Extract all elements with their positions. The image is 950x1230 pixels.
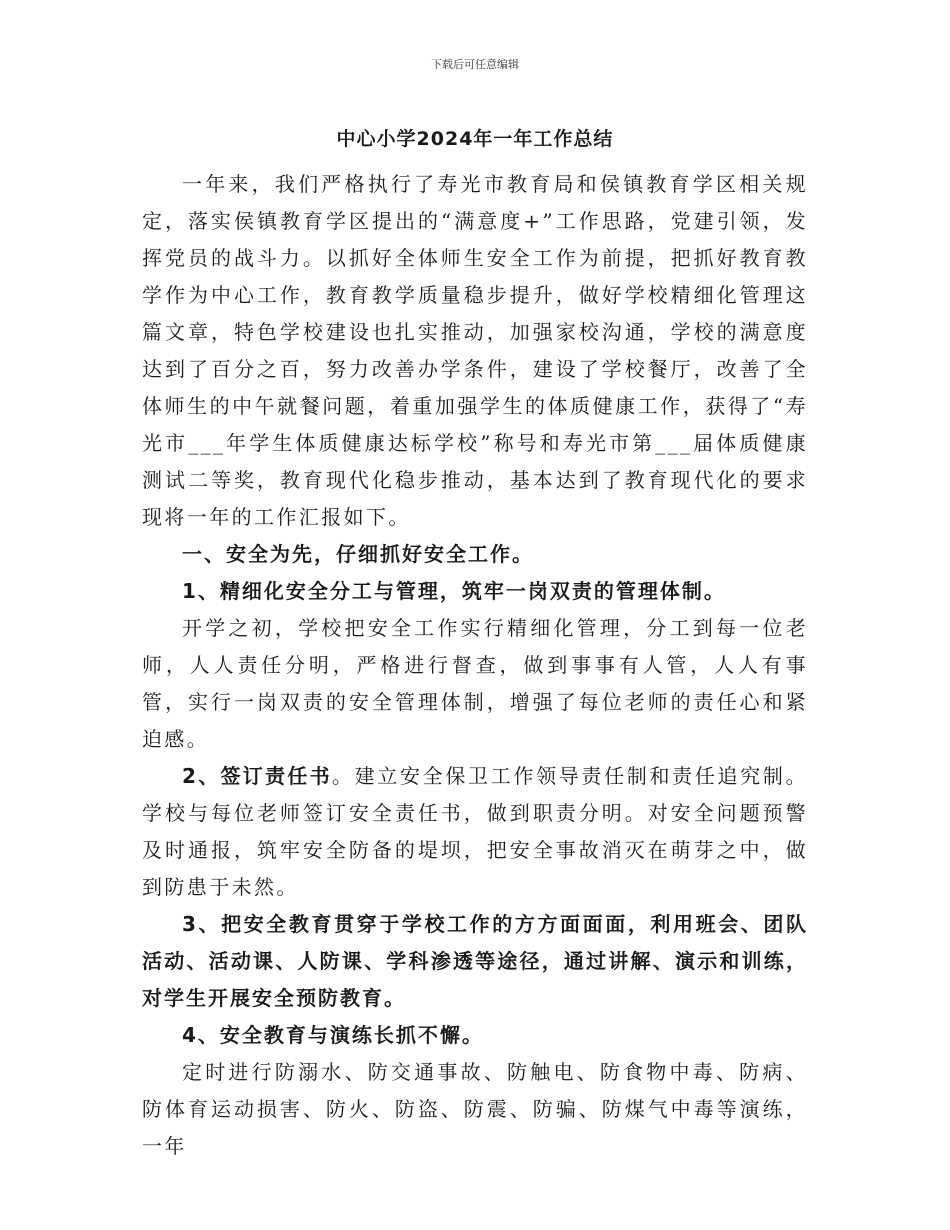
item-1-heading: 1、精细化安全分工与管理，筑牢一岗双责的管理体制。 — [182, 579, 726, 603]
section-heading-1: 一、安全为先，仔细抓好安全工作。 — [182, 542, 534, 566]
header-note: 下载后可任意编辑 — [431, 58, 519, 71]
item-3-paragraph: 3、把安全教育贯穿于学校工作的方方面面面，利用班会、团队活动、活动课、人防课、学科渗透等途径，通过讲解、演示和训练，对学生开展安全预防教育。 — [142, 912, 808, 1010]
item-2-paragraph — [142, 758, 808, 906]
document-title: 中心小学2024年一年工作总结 — [336, 128, 614, 150]
document-body — [142, 166, 808, 1165]
item-2-heading: 2、签订责任书 — [182, 764, 332, 788]
item-1-paragraph: 开学之初，学校把安全工作实行精细化管理，分工到每一位老师，人人责任分明，严格进行督查，做到事事有人管，人人有事管，实行一岗双责的安全管理体制，增强了每位老师的责任心和紧迫感。 — [142, 616, 808, 751]
item-4-paragraph: 定时进行防溺水、防交通事故、防触电、防食物中毒、防病、防体育运动损害、防火、防盗、防震、防骗、防煤气中毒等演练，一年 — [142, 1060, 808, 1158]
item-4-heading: 4、安全教育与演练长抓不懈。 — [182, 1023, 484, 1047]
intro-paragraph: 一年来，我们严格执行了寿光市教育局和侯镇教育学区相关规定，落实侯镇教育学区提出的“满意度+”工作思路，党建引领，发挥党员的战斗力。以抓好全体师生安全工作为前提，把抓好教育教学作为中心工作，教育教学质量稳步提升，做好学校精细化管理这篇文章，特色学校建设也扎实推动，加强家校沟通，学校的满意度达到了百分之百，努力改善办学条件，建设了学校餐厅，改善了全体师生的中午就餐问题，着重加强学生的体质健康工作，获得了“寿光市___年学生体质健康达标学校”称号和寿光市第___届体质健康测试二等奖，教育现代化稳步推动，基本达到了教育现代化的要求现将一年的工作汇报如下。 — [142, 172, 808, 529]
item-2-body: 。建立安全保卫工作领导责任制和责任追究制。学校与每位老师签订安全责任书，做到职责分明。对安全问题预警及时通报，筑牢安全防备的堤坝，把安全事故消灭在萌芽之中，做到防患于未然。 — [142, 764, 808, 899]
